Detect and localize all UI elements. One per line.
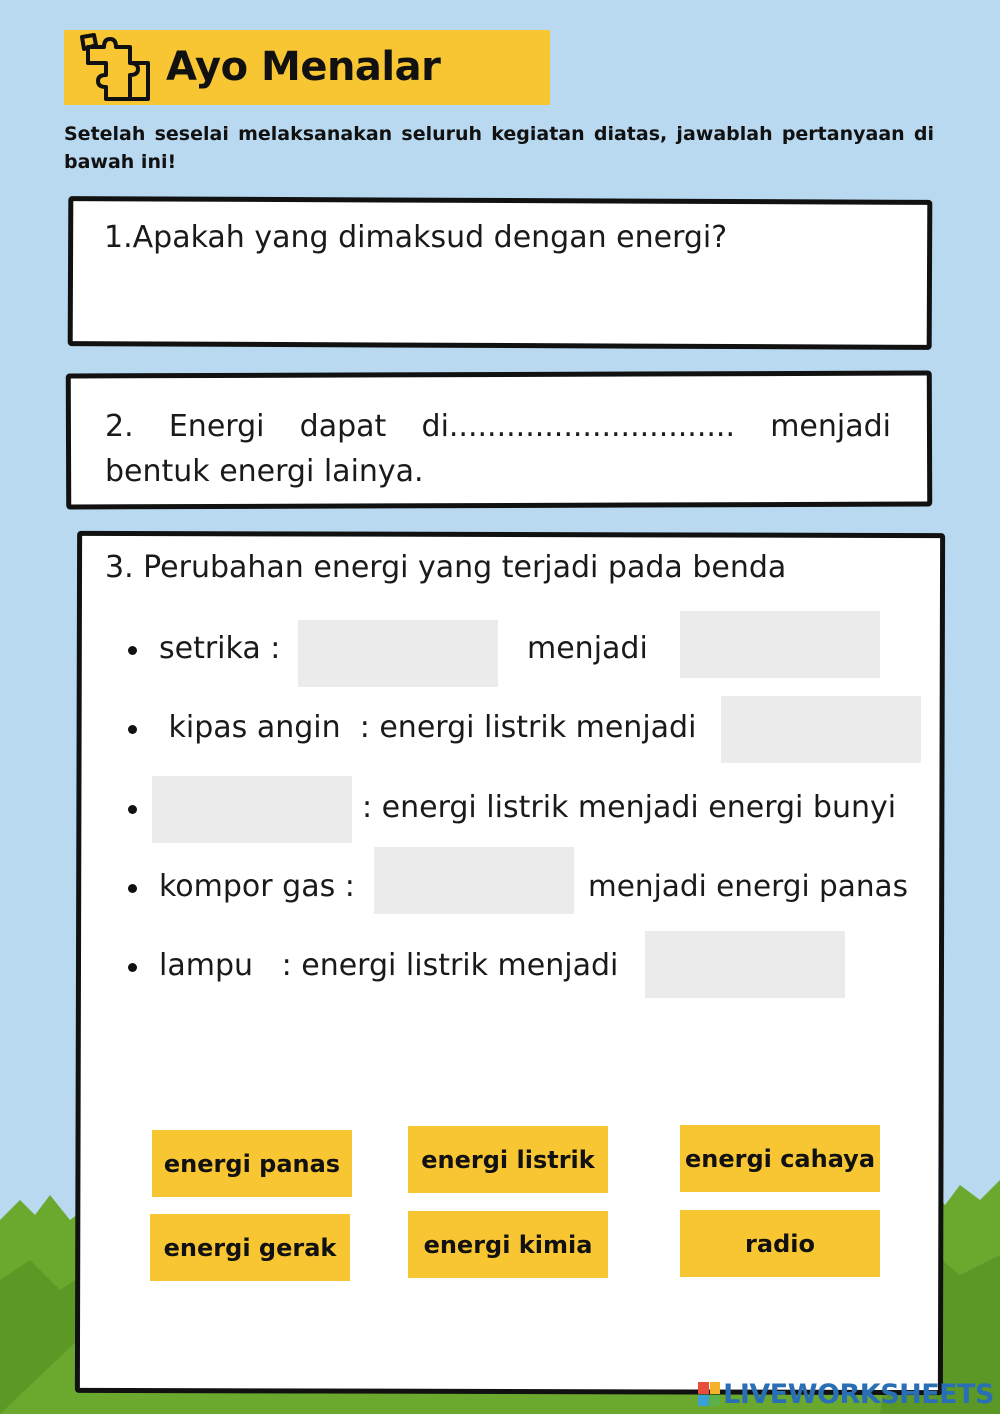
instruction-text: Setelah seselai melaksanakan seluruh kegiatan diatas, jawablah pertanyaan di bawah ini! xyxy=(64,123,934,173)
item-setrika-mid: menjadi xyxy=(527,631,648,666)
question-3-text: 3. Perubahan energi yang terjadi pada benda xyxy=(105,550,787,585)
item-bunyi-label: : energi listrik menjadi energi bunyi xyxy=(362,790,897,825)
word-energi-gerak[interactable]: energi gerak xyxy=(150,1214,350,1281)
word-energi-panas[interactable]: energi panas xyxy=(152,1130,352,1197)
bullet-icon xyxy=(128,963,137,972)
answer-drop-zone[interactable] xyxy=(374,847,574,914)
answer-drop-zone[interactable] xyxy=(152,776,352,843)
item-kipas-label: kipas angin : energi listrik menjadi xyxy=(159,710,697,745)
bullet-icon xyxy=(128,884,137,893)
answer-drop-zone[interactable] xyxy=(298,620,498,687)
bullet-icon xyxy=(128,805,137,814)
answer-drop-zone[interactable] xyxy=(680,611,880,678)
item-setrika-label: setrika : xyxy=(159,631,281,666)
question-2-text: 2. Energi dapat di.............................. menjadi bentuk energi lainya. xyxy=(105,409,891,489)
liveworksheets-logo[interactable] xyxy=(698,1378,994,1410)
logo-icon xyxy=(698,1382,720,1406)
word-energi-kimia[interactable]: energi kimia xyxy=(408,1211,608,1278)
word-energi-cahaya[interactable]: energi cahaya xyxy=(680,1125,880,1192)
word-energi-listrik[interactable]: energi listrik xyxy=(408,1126,608,1193)
logo-text: LIVEWORKSHEETS xyxy=(723,1378,994,1410)
answer-drop-zone[interactable] xyxy=(645,931,845,998)
question-1-text: 1.Apakah yang dimaksud dengan energi? xyxy=(104,220,728,255)
item-lampu-label: lampu : energi listrik menjadi xyxy=(159,948,619,983)
item-kompor-label: kompor gas : xyxy=(159,869,355,904)
bullet-icon xyxy=(128,646,137,655)
puzzle-icon xyxy=(74,33,154,105)
page-title: Ayo Menalar xyxy=(166,44,441,90)
word-radio[interactable]: radio xyxy=(680,1210,880,1277)
item-kompor-mid: menjadi energi panas xyxy=(588,869,909,903)
bullet-icon xyxy=(128,725,137,734)
answer-drop-zone[interactable] xyxy=(721,696,921,763)
